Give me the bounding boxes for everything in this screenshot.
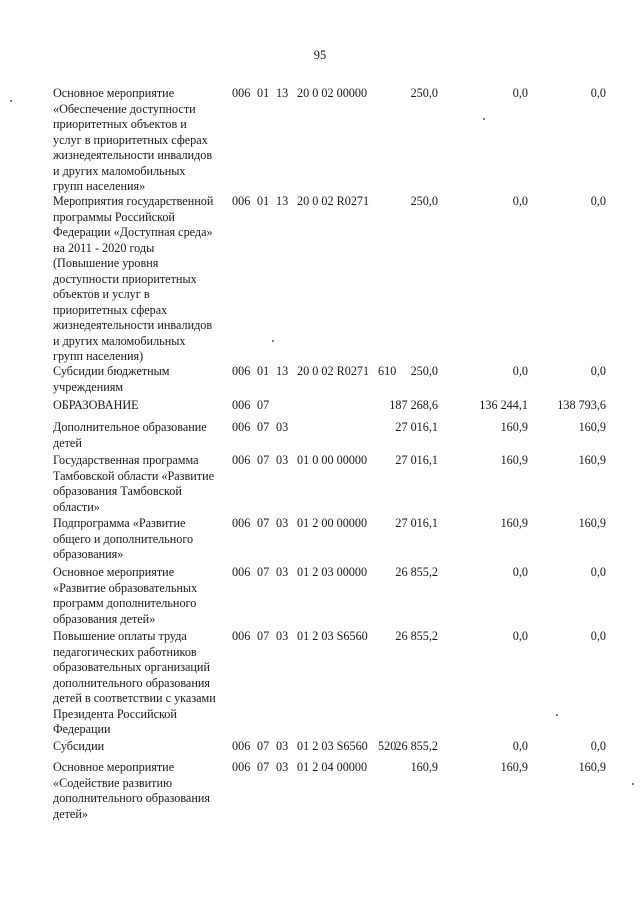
target-article-code: 01 2 03 S6560 bbox=[297, 739, 368, 753]
scan-speck bbox=[10, 100, 12, 102]
description-line: групп населения» bbox=[53, 179, 146, 193]
target-article-code: 20 0 02 R0271 bbox=[297, 364, 370, 378]
amount-year-1: 250,0 bbox=[410, 194, 438, 208]
amount-year-1: 27 016,1 bbox=[395, 420, 438, 434]
description-line: образовательных организаций bbox=[53, 660, 210, 674]
description-line: Тамбовской области «Развитие bbox=[53, 468, 215, 483]
description-line: детей в соответствии с указами bbox=[53, 691, 216, 705]
row-description bbox=[53, 364, 233, 395]
subsection-code: 03 bbox=[276, 629, 289, 643]
description-line: «Содействие развитию bbox=[53, 775, 173, 790]
row-description bbox=[53, 516, 233, 563]
row-description bbox=[53, 453, 233, 515]
row-description bbox=[53, 398, 233, 414]
amount-year-3: 160,9 bbox=[578, 420, 606, 434]
amount-year-2: 0,0 bbox=[512, 739, 528, 753]
description-line: области» bbox=[53, 499, 100, 514]
target-article-code: 01 2 03 S6560 bbox=[297, 629, 368, 643]
amount-year-3: 0,0 bbox=[590, 86, 606, 100]
subsection-code: 13 bbox=[276, 86, 289, 100]
description-line: групп населения) bbox=[53, 349, 144, 363]
row-description bbox=[53, 194, 233, 365]
description-line: Федерации bbox=[53, 722, 111, 736]
subsection-code: 03 bbox=[276, 453, 289, 467]
description-line: детей» bbox=[53, 806, 88, 821]
amount-year-2: 0,0 bbox=[512, 194, 528, 208]
amount-year-3: 160,9 bbox=[578, 516, 606, 530]
description-line: Государственная программа bbox=[53, 453, 199, 467]
description-line: учреждениям bbox=[53, 379, 124, 394]
description-line: образования детей» bbox=[53, 611, 156, 626]
target-article-code: 01 2 00 00000 bbox=[297, 516, 368, 530]
subsection-code: 03 bbox=[276, 565, 289, 579]
scan-speck bbox=[632, 783, 634, 785]
description-line: на 2011 - 2020 годы bbox=[53, 240, 155, 255]
description-line: Дополнительное образование bbox=[53, 420, 207, 434]
amount-year-2: 0,0 bbox=[512, 364, 528, 378]
expense-type-code: 520 bbox=[378, 739, 397, 753]
section-code: 07 bbox=[257, 420, 270, 434]
amount-year-2: 0,0 bbox=[512, 629, 528, 643]
amount-year-1: 250,0 bbox=[410, 86, 438, 100]
ministry-code: 006 bbox=[232, 565, 251, 579]
amount-year-1: 26 855,2 bbox=[395, 565, 438, 579]
ministry-code: 006 bbox=[232, 629, 251, 643]
amount-year-1: 250,0 bbox=[410, 364, 438, 378]
amount-year-2: 160,9 bbox=[500, 420, 528, 434]
amount-year-3: 0,0 bbox=[590, 629, 606, 643]
amount-year-3: 160,9 bbox=[578, 760, 606, 774]
target-article-code: 20 0 02 00000 bbox=[297, 86, 368, 100]
section-code: 07 bbox=[257, 398, 270, 412]
amount-year-1: 27 016,1 bbox=[395, 516, 438, 530]
amount-year-3: 138 793,6 bbox=[557, 398, 606, 412]
section-code: 01 bbox=[257, 194, 270, 208]
amount-year-2: 136 244,1 bbox=[479, 398, 528, 412]
description-line: приоритетных сферах bbox=[53, 302, 168, 317]
description-line: Основное мероприятие bbox=[53, 86, 175, 100]
description-line: и других маломобильных bbox=[53, 333, 186, 348]
description-line: Основное мероприятие bbox=[53, 760, 175, 774]
description-line: объектов и услуг в bbox=[53, 287, 150, 301]
subsection-code: 13 bbox=[276, 194, 289, 208]
description-line: педагогических работников bbox=[53, 644, 197, 659]
subsection-code: 13 bbox=[276, 364, 289, 378]
page-number: 95 bbox=[313, 48, 327, 62]
row-description bbox=[53, 86, 233, 195]
amount-year-3: 0,0 bbox=[590, 739, 606, 753]
amount-year-2: 160,9 bbox=[500, 453, 528, 467]
scan-speck bbox=[556, 714, 558, 716]
row-description bbox=[53, 420, 233, 451]
description-line: и других маломобильных bbox=[53, 163, 186, 178]
row-description bbox=[53, 739, 233, 755]
target-article-code: 01 0 00 00000 bbox=[297, 453, 368, 467]
ministry-code: 006 bbox=[232, 516, 251, 530]
description-line: жизнедеятельности инвалидов bbox=[53, 318, 213, 332]
description-line: Подпрограмма «Развитие bbox=[53, 516, 186, 530]
amount-year-1: 187 268,6 bbox=[389, 398, 438, 412]
section-code: 07 bbox=[257, 453, 270, 467]
subsection-code: 03 bbox=[276, 420, 289, 434]
description-line: Основное мероприятие bbox=[53, 565, 175, 579]
section-code: 01 bbox=[257, 364, 270, 378]
subsection-code: 03 bbox=[276, 760, 289, 774]
description-line: дополнительного образования bbox=[53, 675, 210, 690]
scan-speck bbox=[483, 118, 485, 120]
section-code: 07 bbox=[257, 629, 270, 643]
amount-year-1: 27 016,1 bbox=[395, 453, 438, 467]
amount-year-1: 26 855,2 bbox=[395, 629, 438, 643]
ministry-code: 006 bbox=[232, 739, 251, 753]
description-line: «Развитие образовательных bbox=[53, 580, 198, 595]
ministry-code: 006 bbox=[232, 194, 251, 208]
row-description bbox=[53, 629, 233, 738]
ministry-code: 006 bbox=[232, 364, 251, 378]
row-description bbox=[53, 760, 233, 822]
amount-year-3: 0,0 bbox=[590, 565, 606, 579]
description-line: образования Тамбовской bbox=[53, 484, 182, 498]
description-line: дополнительного образования bbox=[53, 791, 210, 805]
amount-year-2: 160,9 bbox=[500, 516, 528, 530]
description-line: «Обеспечение доступности bbox=[53, 101, 196, 116]
description-line: (Повышение уровня bbox=[53, 256, 159, 270]
subsection-code: 03 bbox=[276, 516, 289, 530]
description-line: Президента Российской bbox=[53, 706, 177, 721]
description-line: Субсидии bbox=[53, 739, 105, 753]
ministry-code: 006 bbox=[232, 86, 251, 100]
row-description bbox=[53, 565, 233, 627]
description-line: жизнедеятельности инвалидов bbox=[53, 148, 213, 162]
amount-year-2: 0,0 bbox=[512, 565, 528, 579]
amount-year-1: 160,9 bbox=[410, 760, 438, 774]
expense-type-code: 610 bbox=[378, 364, 397, 378]
amount-year-3: 160,9 bbox=[578, 453, 606, 467]
section-code: 07 bbox=[257, 565, 270, 579]
section-code: 07 bbox=[257, 739, 270, 753]
description-line: приоритетных объектов и bbox=[53, 117, 187, 131]
description-line: Повышение оплаты труда bbox=[53, 629, 187, 643]
amount-year-2: 0,0 bbox=[512, 86, 528, 100]
description-line: Федерации «Доступная среда» bbox=[53, 225, 213, 239]
amount-year-2: 160,9 bbox=[500, 760, 528, 774]
amount-year-3: 0,0 bbox=[590, 364, 606, 378]
description-line: ОБРАЗОВАНИЕ bbox=[53, 398, 139, 412]
target-article-code: 01 2 03 00000 bbox=[297, 565, 368, 579]
section-code: 01 bbox=[257, 86, 270, 100]
description-line: образования» bbox=[53, 547, 124, 561]
amount-year-1: 26 855,2 bbox=[395, 739, 438, 753]
target-article-code: 20 0 02 R0271 bbox=[297, 194, 370, 208]
ministry-code: 006 bbox=[232, 398, 251, 412]
section-code: 07 bbox=[257, 760, 270, 774]
ministry-code: 006 bbox=[232, 420, 251, 434]
amount-year-3: 0,0 bbox=[590, 194, 606, 208]
description-line: детей bbox=[53, 435, 82, 450]
scan-speck bbox=[272, 340, 274, 342]
section-code: 07 bbox=[257, 516, 270, 530]
description-line: Мероприятия государственной bbox=[53, 194, 214, 208]
subsection-code: 03 bbox=[276, 739, 289, 753]
description-line: услуг в приоритетных сферах bbox=[53, 132, 208, 147]
ministry-code: 006 bbox=[232, 760, 251, 774]
description-line: доступности приоритетных bbox=[53, 271, 197, 286]
ministry-code: 006 bbox=[232, 453, 251, 467]
description-line: общего и дополнительного bbox=[53, 531, 194, 546]
target-article-code: 01 2 04 00000 bbox=[297, 760, 368, 774]
description-line: программы Российской bbox=[53, 209, 175, 224]
description-line: Субсидии бюджетным bbox=[53, 364, 170, 378]
description-line: программ дополнительного bbox=[53, 596, 197, 610]
